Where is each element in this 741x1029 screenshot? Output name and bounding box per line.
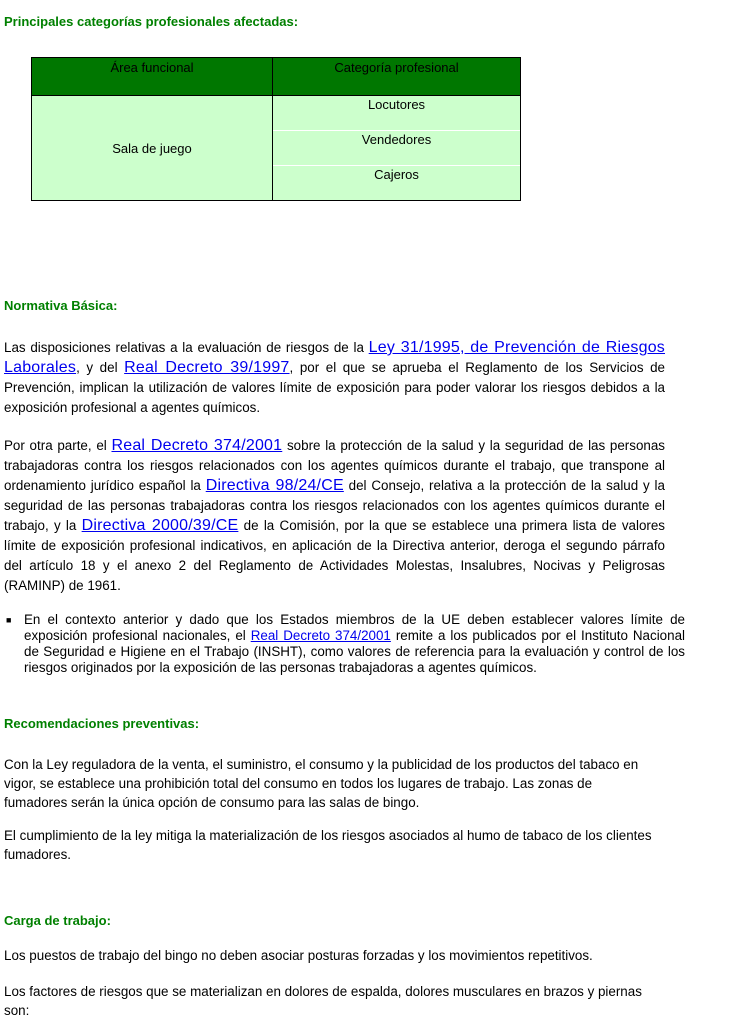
cell-categories: [273, 96, 521, 201]
link-real-decreto-39-1997[interactable]: Real Decreto 39/1997: [124, 359, 290, 376]
categories-table: [31, 57, 521, 201]
link-real-decreto-374-2001-bullet[interactable]: Real Decreto 374/2001: [250, 628, 391, 643]
recomendaciones-paragraph-1: Con la Ley reguladora de la venta, el suministro, el consumo y la publicidad de los productos del tabaco en vigor, se establece una prohibición total del consumo en todos los lugares de trabajo. Las zonas de fumadores serán la única opción de consumo para las salas de bingo.: [4, 757, 639, 810]
normativa-paragraph-1: [4, 338, 665, 418]
link-directiva-98-24-ce[interactable]: Directiva 98/24/CE: [205, 477, 344, 494]
category-item: Vendedores: [273, 131, 520, 166]
link-directiva-2000-39-ce[interactable]: Directiva 2000/39/CE: [81, 517, 239, 534]
text: remite a los publicados por el Instituto Nacional de Seguridad e Higiene en el Trabajo (INSHT), como valores de referencia para la evaluación y control de los riesgos originados por la exposición de las personas trabajadoras a agentes químicos.: [24, 628, 685, 675]
heading-recomendaciones: Recomendaciones preventivas:: [4, 716, 200, 731]
heading-normativa: Normativa Básica:: [4, 298, 118, 313]
heading-categorias: Principales categorías profesionales afectadas:: [4, 14, 299, 29]
table-header-row: [32, 58, 521, 96]
list-item: [6, 612, 685, 676]
link-ley-31-1995[interactable]: Ley 31/1995, de Prevención de Riesgos Laborales: [4, 339, 665, 376]
carga-paragraph-1: Los puestos de trabajo del bingo no deben asociar posturas forzadas y los movimientos repetitivos.: [4, 948, 593, 963]
category-item: Cajeros: [374, 167, 419, 182]
normativa-paragraph-2: [4, 436, 665, 596]
table-row: [32, 96, 521, 201]
header-area-funcional: Área funcional: [32, 58, 273, 96]
text: , y del: [76, 360, 125, 375]
carga-paragraph-2: Los factores de riesgos que se materializan en dolores de espalda, dolores musculares en brazos y piernas son:: [4, 984, 642, 1018]
text: de la Comisión, por la que se establece una primera lista de valores límite de exposición profesional indicativos, en aplicación de la Directiva anterior, deroga el segundo párrafo del artículo 18 y el anexo 2 del Reglamento de Actividades Molestas, Insalubres, Nocivas y Peligrosas (RAMINP) de 1961.: [4, 518, 666, 593]
text: Por otra parte, el: [4, 438, 112, 453]
header-categoria-profesional: Categoría profesional: [273, 58, 521, 96]
bullet-icon: ■: [6, 615, 12, 625]
cell-area: Sala de juego: [32, 96, 273, 201]
text: Las disposiciones relativas a la evaluación de riesgos de la: [4, 340, 369, 355]
category-item: Locutores: [273, 96, 520, 131]
heading-carga: Carga de trabajo:: [4, 913, 111, 928]
link-real-decreto-374-2001[interactable]: Real Decreto 374/2001: [111, 437, 283, 454]
recomendaciones-paragraph-2: El cumplimiento de la ley mitiga la materialización de los riesgos asociados al humo de tabaco de los clientes fumadores.: [4, 828, 652, 862]
text: sobre la protección de la salud y la seguridad de las personas trabajadoras contra los riesgos relacionados con los agentes químicos durante el trabajo, que transpone al ordenamiento jurídico español la: [4, 438, 665, 493]
text: , por el que se aprueba el Reglamento de los Servicios de Prevención, implican la utilización de valores límite de exposición para poder valorar los riesgos debidos a la exposición profesional a agentes químicos.: [4, 360, 666, 415]
text: del Consejo, relativa a la protección de la salud y la seguridad de las personas trabajadoras contra los riesgos relacionados con los agentes químicos durante el trabajo, y la: [4, 478, 665, 533]
normativa-bullet-list: [4, 612, 685, 676]
text: En el contexto anterior y dado que los Estados miembros de la UE deben establecer valores límite de exposición profesional nacionales, el: [24, 612, 685, 643]
